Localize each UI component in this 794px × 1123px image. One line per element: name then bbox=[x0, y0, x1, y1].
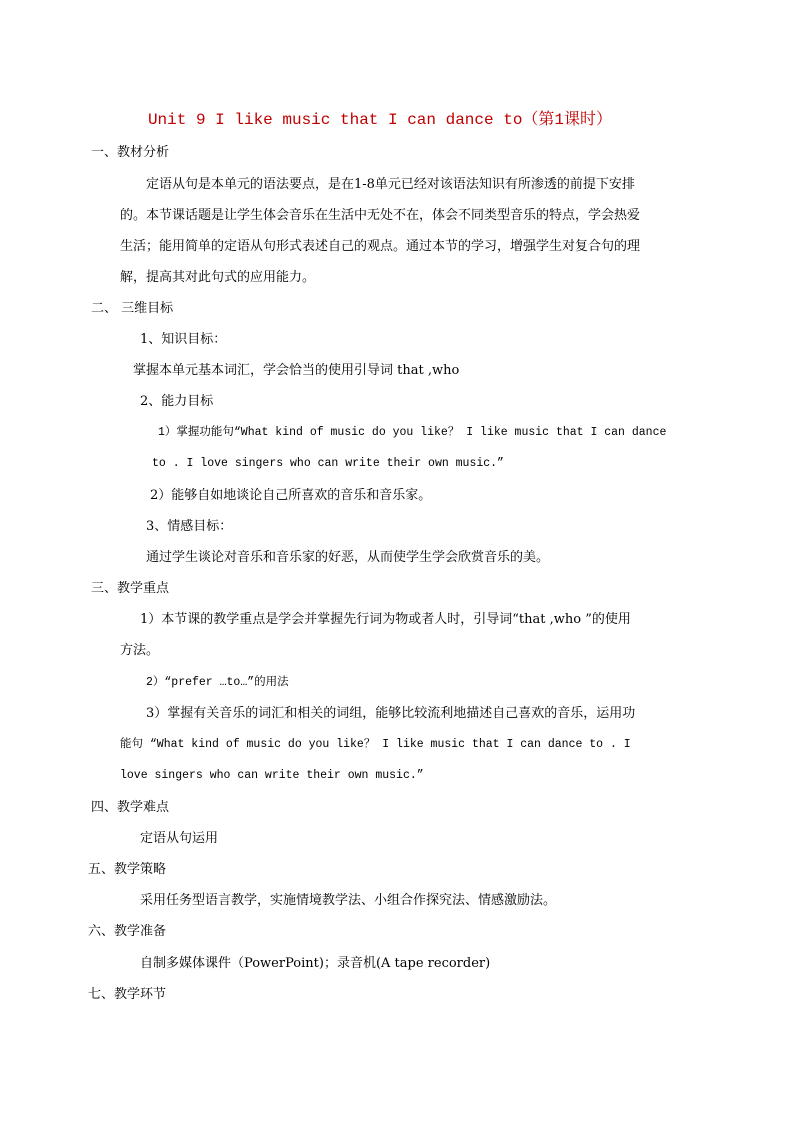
section-7-heading: 七、教学环节 bbox=[88, 987, 167, 1002]
section-1-para-line-4: 解，提高其对此句式的应用能力。 bbox=[120, 270, 316, 285]
section-6-text: 自制多媒体课件（PowerPoint)；录音机(A tape recorder) bbox=[140, 956, 491, 971]
key-point-1-line-2: 方法。 bbox=[120, 643, 160, 658]
knowledge-goal-text: 掌握本单元基本词汇，学会恰当的使用引导词 that ,who bbox=[133, 363, 460, 378]
emotion-goal-heading: 3、情感目标： bbox=[146, 519, 233, 534]
section-6-heading: 六、教学准备 bbox=[88, 924, 167, 939]
section-5-heading: 五、教学策略 bbox=[88, 862, 167, 877]
section-1-para-line-3: 生活；能用简单的定语从句形式表述自己的观点。通过本节的学习，增强学生对复合句的理 bbox=[120, 239, 641, 254]
ability-goal-heading: 2、能力目标 bbox=[140, 394, 214, 409]
section-1-para-line-2: 的。本节课话题是让学生体会音乐在生活中无处不在，体会不同类型音乐的特点，学会热爱 bbox=[120, 208, 641, 223]
key-point-2: 2）“prefer …to…”的用法 bbox=[146, 676, 289, 689]
section-4-text: 定语从句运用 bbox=[140, 831, 219, 846]
ability-goal-item-2: 2）能够自如地谈论自己所喜欢的音乐和音乐家。 bbox=[150, 488, 432, 503]
section-4-heading: 四、教学难点 bbox=[91, 800, 170, 815]
knowledge-goal-heading: 1、知识目标： bbox=[140, 332, 227, 347]
section-1-heading: 一、教材分析 bbox=[91, 145, 170, 160]
key-point-1-line-1: 1）本节课的教学重点是学会并掌握先行词为物或者人时，引导词“that ,who ”的使用 bbox=[140, 612, 631, 627]
emotion-goal-text: 通过学生谈论对音乐和音乐家的好恶，从而使学生学会欣赏音乐的美。 bbox=[146, 550, 550, 565]
section-2-heading: 二、 三维目标 bbox=[91, 301, 174, 316]
key-point-3-line-1: 3）掌握有关音乐的词汇和相关的词组，能够比较流利地描述自己喜欢的音乐，运用功 bbox=[146, 706, 636, 721]
key-point-3-line-2: 能句 “What kind of music do you like？ I like music that I can dance to . I bbox=[120, 738, 631, 751]
section-5-text: 采用任务型语言教学，实施情境教学法、小组合作探究法、情感激励法。 bbox=[140, 893, 557, 908]
section-1-para-line-1: 定语从句是本单元的语法要点，是在1-8单元已经对该语法知识有所渗透的前提下安排 bbox=[146, 177, 635, 192]
ability-goal-item-1-line-1: 1）掌握功能句“What kind of music do you like？ I like music that I can dance bbox=[158, 426, 667, 439]
key-point-3-line-3: love singers who can write their own music.” bbox=[120, 769, 424, 782]
section-3-heading: 三、教学重点 bbox=[91, 581, 170, 596]
document-title: Unit 9 I like music that I can dance to（第1课时） bbox=[147, 111, 613, 129]
ability-goal-item-1-line-2: to . I love singers who can write their own music.” bbox=[152, 457, 504, 470]
